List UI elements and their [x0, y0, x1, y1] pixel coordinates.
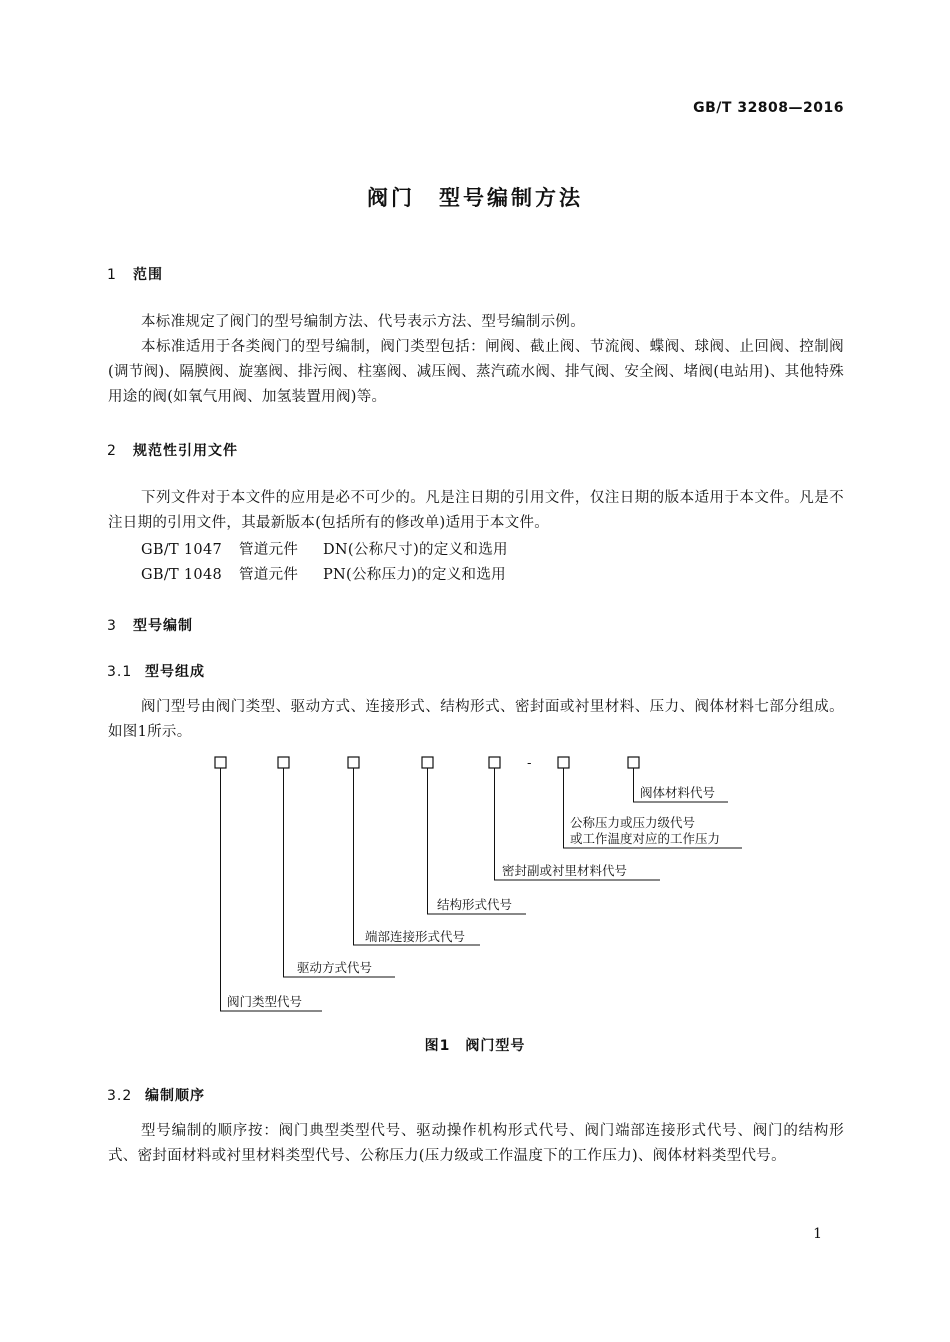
section-title: 型号编制 — [133, 618, 193, 634]
section-number: 1 — [107, 267, 117, 283]
normative-reference — [141, 563, 506, 584]
section-number: 2 — [107, 443, 117, 459]
section-3-1-heading — [107, 661, 205, 681]
reference-code: GB/T 1047 — [141, 542, 223, 558]
leader-structure — [428, 768, 527, 914]
section-title: 型号组成 — [145, 664, 205, 680]
label-pressure-line-2: 或工作温度对应的工作压力 — [570, 831, 721, 846]
placeholder-box-structure — [422, 757, 433, 768]
reference-code: GB/T 1048 — [141, 567, 223, 583]
label-valve-type: 阀门类型代号 — [227, 994, 303, 1009]
placeholder-box-body-material — [628, 757, 639, 768]
label-end-connection: 端部连接形式代号 — [365, 929, 466, 944]
reference-category: 管道元件 — [239, 567, 299, 583]
section-3-heading — [107, 615, 193, 635]
section-1-paragraph-1: 本标准规定了阀门的型号编制方法、代号表示方法、型号编制示例。 — [141, 314, 585, 330]
document-title: 阀门 型号编制方法 — [367, 186, 583, 210]
normative-reference — [141, 538, 508, 559]
label-body-material: 阀体材料代号 — [640, 785, 716, 800]
section-3-2-heading — [107, 1085, 205, 1105]
leader-end-connection — [354, 768, 481, 945]
reference-category: 管道元件 — [239, 542, 299, 558]
section-3-1-paragraph-1: 阀门型号由阀门类型、驱动方式、连接形式、结构形式、密封面或衬里材料、压力、阀体材料七部分组成。如图1所示。 — [108, 699, 844, 740]
placeholder-box-drive-mode — [278, 757, 289, 768]
label-seal-material: 密封副或衬里材料代号 — [502, 863, 628, 878]
section-1-heading — [107, 264, 163, 284]
section-1-paragraph-2: 本标准适用于各类阀门的型号编制，阀门类型包括：闸阀、截止阀、节流阀、蝶阀、球阀、止回阀、控制阀(调节阀)、隔膜阀、旋塞阀、排污阀、柱塞阀、减压阀、蒸汽疏水阀、排气阀、安全阀、堵阀(电站用)、其他特殊用途的阀(如氧气用阀、加氢装置用阀)等。 — [108, 339, 844, 405]
page-number: 1 — [813, 1226, 822, 1242]
reference-title: PN(公称压力)的定义和选用 — [323, 567, 506, 583]
section-2-paragraph-1: 下列文件对于本文件的应用是必不可少的。凡是注日期的引用文件，仅注日期的版本适用于本文件。凡是不注日期的引用文件，其最新版本(包括所有的修改单)适用于本文件。 — [108, 490, 844, 531]
code-separator: - — [527, 755, 532, 770]
section-title: 规范性引用文件 — [133, 443, 238, 459]
figure-caption: 图1 阀门型号 — [424, 1038, 526, 1054]
section-2-heading — [107, 440, 238, 460]
placeholder-box-end-connection — [348, 757, 359, 768]
label-drive-mode: 驱动方式代号 — [297, 960, 373, 975]
label-pressure-line-1: 公称压力或压力级代号 — [570, 815, 696, 830]
section-title: 范围 — [133, 267, 163, 283]
label-structure: 结构形式代号 — [437, 897, 513, 912]
section-3-2-paragraph-1: 型号编制的顺序按：阀门典型类型代号、驱动操作机构形式代号、阀门端部连接形式代号、阀门的结构形式、密封面材料或衬里材料类型代号、公称压力(压力级或工作温度下的工作压力)、阀体材料类型代号。 — [108, 1123, 844, 1164]
leader-drive-mode — [284, 768, 396, 977]
reference-title: DN(公称尺寸)的定义和选用 — [323, 542, 508, 558]
placeholder-box-pressure — [558, 757, 569, 768]
section-number: 3 — [107, 618, 117, 634]
section-number: 3.2 — [107, 1088, 133, 1104]
section-title: 编制顺序 — [145, 1088, 205, 1104]
placeholder-box-valve-type — [215, 757, 226, 768]
placeholder-box-seal-material — [489, 757, 500, 768]
section-number: 3.1 — [107, 664, 133, 680]
standard-number: GB/T 32808—2016 — [693, 100, 844, 116]
valve-model-diagram — [0, 750, 950, 1020]
